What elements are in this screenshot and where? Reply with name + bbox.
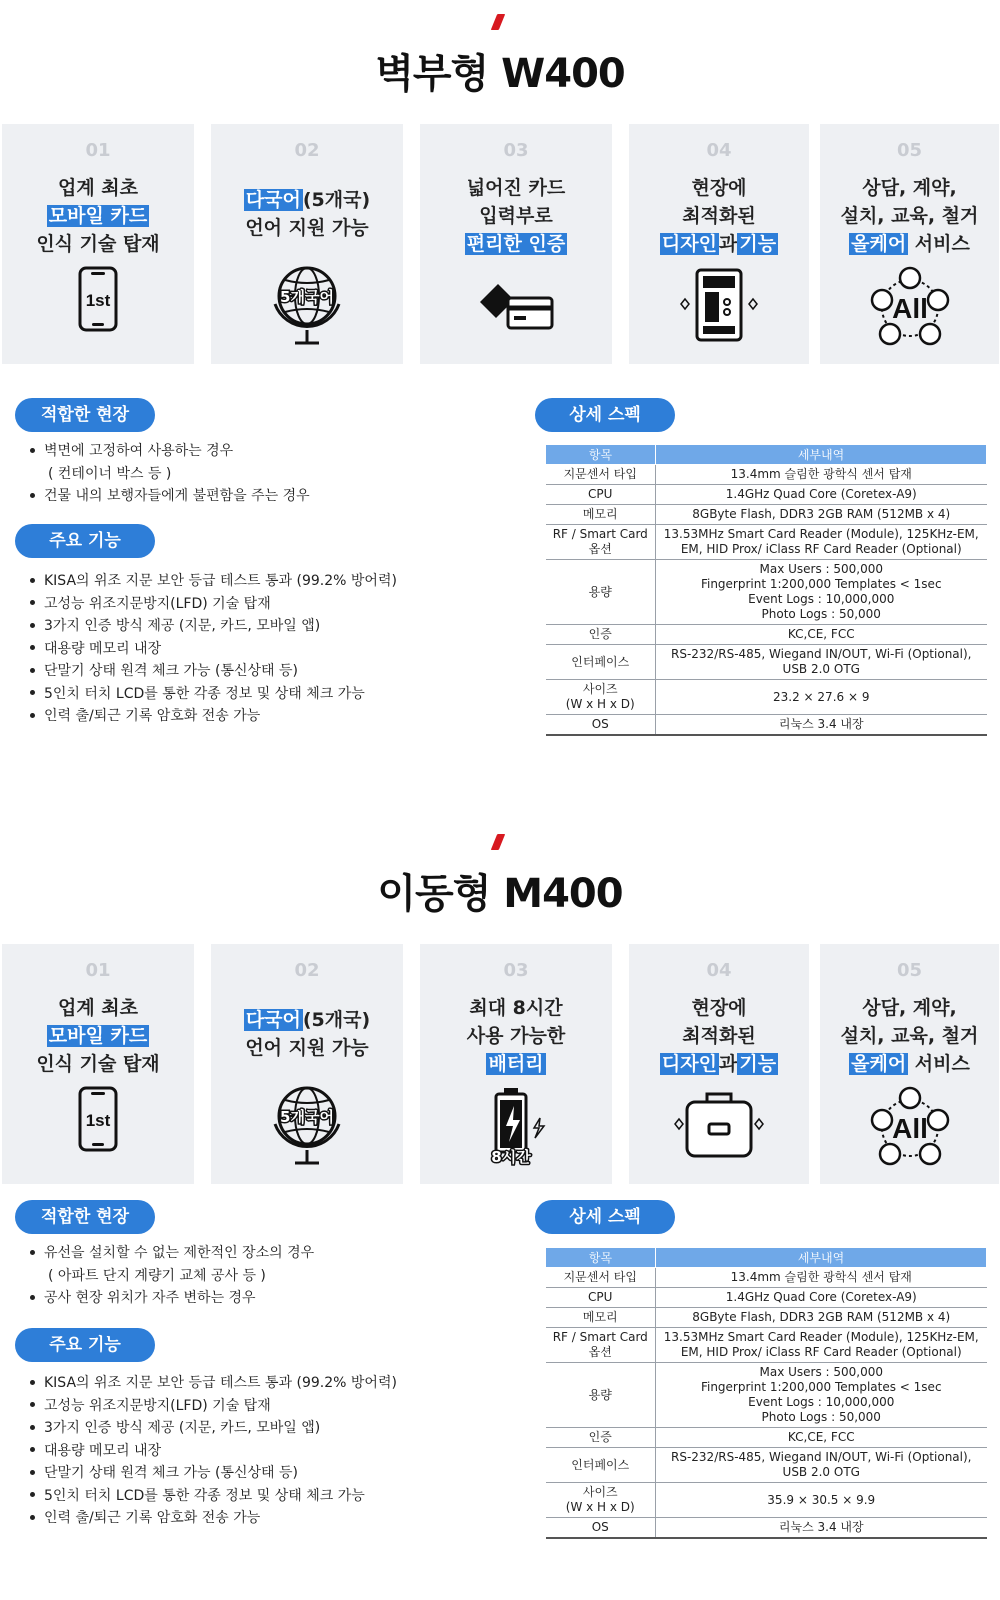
- spec-value: 13.4mm 슬림한 광학식 센서 탑재: [656, 465, 987, 485]
- spec-table: [545, 444, 987, 736]
- card-line: [629, 994, 809, 1022]
- icon-text: 5개국어: [280, 1108, 334, 1126]
- list-item-text: 5인치 터치 LCD를 통한 각종 정보 및 상태 체크 가능: [44, 1487, 365, 1504]
- icon-text: All: [891, 1113, 928, 1144]
- table-row: [546, 1288, 987, 1308]
- globe-icon: [257, 264, 357, 348]
- list-item: [30, 593, 397, 616]
- spec-value: 1.4GHz Quad Core (Coretex-A9): [656, 1288, 987, 1308]
- spec-value: KC,CE, FCC: [656, 1428, 987, 1448]
- product-title: 벽부형 W400: [375, 51, 625, 97]
- card-line: [820, 1050, 999, 1078]
- bullet-icon: [30, 1250, 35, 1255]
- card-line-text: 인식 기술 탑재: [36, 233, 160, 255]
- card-line: [211, 1006, 403, 1034]
- bullet-icon: [30, 1425, 35, 1430]
- list-item-text: 공사 현장 위치가 자주 변하는 경우: [44, 1290, 256, 1306]
- card-line: [211, 186, 403, 214]
- phone-1st-icon: [48, 1084, 148, 1168]
- card-tap-icon: [466, 264, 566, 348]
- spec-value: 23.2 × 27.6 × 9: [656, 680, 987, 715]
- card-line: [820, 1022, 999, 1050]
- card-line: [420, 174, 612, 202]
- list-item-text: KISA의 위조 지문 보안 등급 테스트 통과 (99.2% 방어력): [44, 573, 397, 589]
- bullet-icon: [30, 1380, 35, 1385]
- list-item-text: 고성능 위조지문방지(LFD) 기술 탑재: [44, 1397, 271, 1414]
- bullet-icon: [30, 448, 35, 453]
- list-item-text: KISA의 위조 지문 보안 등급 테스트 통과 (99.2% 방어력): [44, 1375, 397, 1391]
- card-number: 02: [294, 140, 320, 161]
- card-line-text: 설치, 교육, 철거: [840, 1025, 979, 1047]
- spec-value: 13.4mm 슬림한 광학식 센서 탑재: [656, 1268, 987, 1288]
- feature-card: [211, 944, 403, 1184]
- all-care-icon: [860, 1084, 960, 1168]
- card-line-text: 업계 최초: [57, 177, 139, 199]
- bullet-icon: [30, 1402, 35, 1407]
- feature-card: [820, 124, 999, 364]
- card-text: [820, 174, 999, 258]
- feature-card: [2, 944, 194, 1184]
- spec-value: 리눅스 3.4 내장: [656, 1518, 987, 1539]
- card-number: 04: [706, 960, 732, 981]
- list-item: [30, 485, 310, 508]
- spec-key: 인증: [546, 1428, 656, 1448]
- list-item: [30, 570, 397, 593]
- spec-value: RS-232/RS-485, Wiegand IN/OUT, Wi-Fi (Optional), USB 2.0 OTG: [656, 1448, 987, 1483]
- card-text: [211, 1006, 403, 1062]
- bullet-icon: [30, 713, 35, 718]
- card-line-text: 언어 지원 가능: [245, 1037, 369, 1059]
- card-number: 03: [503, 140, 529, 161]
- spec-value: 8GByte Flash, DDR3 2GB RAM (512MB x 4): [656, 505, 987, 525]
- table-row: [546, 485, 987, 505]
- product-title: 이동형 M400: [377, 871, 623, 917]
- list-item: [30, 1440, 397, 1463]
- card-line: [629, 174, 809, 202]
- card-line: [2, 202, 194, 230]
- table-row: [546, 1363, 987, 1428]
- card-line-text: 현장에: [691, 177, 747, 199]
- spec-key: 사이즈 (W x H x D): [546, 1483, 656, 1518]
- list-item-text: 3가지 인증 방식 제공 (지문, 카드, 모바일 앱): [44, 618, 321, 634]
- spec-value: KC,CE, FCC: [656, 625, 987, 645]
- card-line-text: 최적화된: [682, 205, 756, 227]
- bullet-icon: [30, 1470, 35, 1475]
- battery-icon: [466, 1084, 566, 1168]
- card-line: [629, 230, 809, 258]
- card-line: [420, 1022, 612, 1050]
- list-item-text: 인력 출/퇴근 기록 암호화 전송 가능: [44, 1510, 261, 1526]
- highlight-text: 모바일 카드: [48, 1025, 148, 1047]
- main-features-list: [30, 1372, 397, 1530]
- feature-cards: [0, 944, 1000, 1184]
- card-text: [629, 994, 809, 1078]
- accent-slash: [491, 14, 505, 30]
- list-item: [30, 615, 397, 638]
- spec-key: RF / Smart Card 옵션: [546, 1328, 656, 1363]
- spec-value: 13.53MHz Smart Card Reader (Module), 125KHz-EM, EM, HID Prox/ iClass RF Card Reader (Optional): [656, 1328, 987, 1363]
- card-line-text: 서비스: [908, 233, 970, 255]
- card-line: [820, 230, 999, 258]
- highlight-text: 기능: [739, 1053, 777, 1075]
- table-row: [546, 1428, 987, 1448]
- spec-label: 상세 스펙: [535, 398, 675, 432]
- table-row: [546, 1518, 987, 1539]
- list-item-text: ( 컨테이너 박스 등 ): [48, 465, 172, 482]
- list-item-text: 단말기 상태 원격 체크 가능 (통신상태 등): [44, 663, 299, 679]
- product-section: [0, 820, 1000, 1600]
- spec-value: 13.53MHz Smart Card Reader (Module), 125KHz-EM, EM, HID Prox/ iClass RF Card Reader (Optional): [656, 525, 987, 560]
- list-item: [30, 1395, 397, 1418]
- card-text: [820, 994, 999, 1078]
- bullet-icon: [30, 600, 35, 605]
- list-item-text: ( 아파트 단지 계량기 교체 공사 등 ): [48, 1267, 266, 1284]
- table-row: [546, 465, 987, 485]
- card-line-text: 과: [718, 233, 738, 255]
- bullet-icon: [30, 578, 35, 583]
- list-item: [30, 1265, 314, 1288]
- bullet-icon: [30, 1447, 35, 1452]
- card-line: [420, 202, 612, 230]
- icon-text: 1st: [85, 291, 111, 310]
- card-number: 04: [706, 140, 732, 161]
- card-line-text: 언어 지원 가능: [245, 217, 369, 239]
- card-line: [629, 202, 809, 230]
- card-line-text: 현장에: [691, 997, 747, 1019]
- card-line-text: 서비스: [908, 1053, 970, 1075]
- list-item-text: 고성능 위조지문방지(LFD) 기술 탑재: [44, 595, 271, 612]
- card-line-text: (5개국): [302, 1009, 371, 1031]
- spec-value: 8GByte Flash, DDR3 2GB RAM (512MB x 4): [656, 1308, 987, 1328]
- list-item-text: 건물 내의 보행자들에게 불편함을 주는 경우: [44, 488, 310, 504]
- icon-text: 1st: [85, 1111, 111, 1130]
- bullet-icon: [30, 1492, 35, 1497]
- spec-key: 사이즈 (W x H x D): [546, 680, 656, 715]
- suitable-sites-label: 적합한 현장: [15, 1200, 155, 1234]
- spec-value: 35.9 × 30.5 × 9.9: [656, 1483, 987, 1518]
- feature-card: [629, 944, 809, 1184]
- card-line: [2, 994, 194, 1022]
- spec-key: 용량: [546, 1363, 656, 1428]
- list-item: [30, 1462, 397, 1485]
- bullet-icon: [30, 493, 35, 498]
- spec-key: 용량: [546, 560, 656, 625]
- table-row: [546, 1448, 987, 1483]
- highlight-text: 다국어: [245, 189, 301, 211]
- card-number: 05: [896, 140, 923, 161]
- list-item: [30, 1417, 397, 1440]
- feature-cards: [0, 124, 1000, 364]
- bullet-icon: [30, 645, 35, 650]
- suitable-sites-label: 적합한 현장: [15, 398, 155, 432]
- card-line: [211, 214, 403, 242]
- table-row: [546, 1268, 987, 1288]
- card-text: [211, 186, 403, 242]
- card-line: [629, 1050, 809, 1078]
- spec-key: 인터페이스: [546, 645, 656, 680]
- highlight-text: 디자인: [661, 233, 717, 255]
- highlight-text: 올케어: [851, 233, 907, 255]
- spec-header-detail: 세부내역: [656, 1248, 987, 1268]
- card-line-text: 사용 가능한: [466, 1025, 566, 1047]
- card-line-text: 업계 최초: [57, 997, 139, 1019]
- spec-key: 지문센서 타입: [546, 465, 656, 485]
- card-line: [2, 1022, 194, 1050]
- list-item: [30, 1507, 397, 1530]
- spec-key: 메모리: [546, 1308, 656, 1328]
- bullet-icon: [30, 623, 35, 628]
- list-item: [30, 440, 310, 463]
- bullet-icon: [30, 1295, 35, 1300]
- card-text: [629, 174, 809, 258]
- highlight-text: 기능: [739, 233, 777, 255]
- card-line: [420, 994, 612, 1022]
- suitable-sites-list: [30, 440, 310, 508]
- card-line: [420, 1050, 612, 1078]
- highlight-text: 올케어: [851, 1053, 907, 1075]
- table-row: [546, 680, 987, 715]
- globe-icon: [257, 1084, 357, 1168]
- list-item-text: 유선을 설치할 수 없는 제한적인 장소의 경우: [44, 1245, 315, 1261]
- spec-key: OS: [546, 715, 656, 736]
- portable-case-icon: [669, 1084, 769, 1168]
- list-item-text: 5인치 터치 LCD를 통한 각종 정보 및 상태 체크 가능: [44, 685, 365, 702]
- highlight-text: 배터리: [488, 1053, 544, 1075]
- card-number: 01: [85, 140, 111, 161]
- spec-header-detail: 세부내역: [656, 445, 987, 465]
- bullet-icon: [30, 1515, 35, 1520]
- spec-value: Max Users : 500,000 Fingerprint 1:200,000 Templates < 1sec Event Logs : 10,000,000 Photo Logs : 50,000: [656, 560, 987, 625]
- list-item-text: 인력 출/퇴근 기록 암호화 전송 가능: [44, 708, 261, 724]
- spec-key: 지문센서 타입: [546, 1268, 656, 1288]
- spec-header-item: 항목: [546, 1248, 656, 1268]
- card-line-text: (5개국): [302, 189, 371, 211]
- spec-value: Max Users : 500,000 Fingerprint 1:200,000 Templates < 1sec Event Logs : 10,000,000 Photo Logs : 50,000: [656, 1363, 987, 1428]
- accent-slash: [491, 834, 505, 850]
- list-item-text: 대용량 메모리 내장: [44, 640, 162, 657]
- main-features-list: [30, 570, 397, 728]
- table-row: [546, 645, 987, 680]
- table-row: [546, 560, 987, 625]
- highlight-text: 디자인: [661, 1053, 717, 1075]
- list-item-text: 단말기 상태 원격 체크 가능 (통신상태 등): [44, 1465, 299, 1481]
- spec-value: 리눅스 3.4 내장: [656, 715, 987, 736]
- spec-key: 인터페이스: [546, 1448, 656, 1483]
- feature-card: [2, 124, 194, 364]
- list-item: [30, 660, 397, 683]
- bullet-icon: [30, 668, 35, 673]
- spec-table: [545, 1247, 987, 1539]
- main-features-label: 주요 기능: [15, 524, 155, 558]
- main-features-label: 주요 기능: [15, 1328, 155, 1362]
- icon-text: All: [891, 293, 928, 324]
- feature-card: [629, 124, 809, 364]
- feature-card: [820, 944, 999, 1184]
- spec-key: OS: [546, 1518, 656, 1539]
- phone-1st-icon: [48, 264, 148, 348]
- card-text: [2, 174, 194, 258]
- table-row: [546, 505, 987, 525]
- card-line: [820, 202, 999, 230]
- table-row: [546, 715, 987, 736]
- card-line: [820, 994, 999, 1022]
- spec-key: 메모리: [546, 505, 656, 525]
- spec-key: CPU: [546, 485, 656, 505]
- table-row: [546, 1483, 987, 1518]
- card-line-text: 넓어진 카드: [466, 177, 566, 199]
- all-care-icon: [860, 264, 960, 348]
- icon-text: 8시간: [491, 1148, 531, 1166]
- card-number: 03: [503, 960, 529, 981]
- spec-label: 상세 스펙: [535, 1200, 675, 1234]
- card-line-text: 설치, 교육, 철거: [840, 205, 979, 227]
- spec-value: RS-232/RS-485, Wiegand IN/OUT, Wi-Fi (Optional), USB 2.0 OTG: [656, 645, 987, 680]
- list-item: [30, 638, 397, 661]
- card-number: 05: [896, 960, 923, 981]
- list-item: [30, 1485, 397, 1508]
- card-line-text: 최적화된: [682, 1025, 756, 1047]
- list-item: [30, 683, 397, 706]
- wall-terminal-icon: [669, 264, 769, 348]
- card-line-text: 상담, 계약,: [862, 177, 957, 199]
- highlight-text: 편리한 인증: [466, 233, 566, 255]
- spec-value: 1.4GHz Quad Core (Coretex-A9): [656, 485, 987, 505]
- card-line: [2, 174, 194, 202]
- list-item: [30, 705, 397, 728]
- spec-key: CPU: [546, 1288, 656, 1308]
- list-item-text: 벽면에 고정하여 사용하는 경우: [44, 443, 234, 459]
- card-line: [2, 230, 194, 258]
- list-item: [30, 463, 310, 486]
- bullet-icon: [30, 690, 35, 695]
- card-line-text: 최대 8시간: [469, 997, 563, 1019]
- icon-text: 5개국어: [280, 288, 334, 306]
- card-line: [2, 1050, 194, 1078]
- highlight-text: 다국어: [245, 1009, 301, 1031]
- card-text: [420, 174, 612, 258]
- spec-key: RF / Smart Card 옵션: [546, 525, 656, 560]
- card-number: 01: [85, 960, 111, 981]
- feature-card: [420, 124, 612, 364]
- card-text: [420, 994, 612, 1078]
- card-line-text: 과: [718, 1053, 738, 1075]
- highlight-text: 모바일 카드: [48, 205, 148, 227]
- table-row: [546, 625, 987, 645]
- list-item: [30, 1242, 314, 1265]
- card-line: [629, 1022, 809, 1050]
- card-line: [420, 230, 612, 258]
- card-text: [2, 994, 194, 1078]
- card-line-text: 상담, 계약,: [862, 997, 957, 1019]
- card-line: [820, 174, 999, 202]
- card-line-text: 인식 기술 탑재: [36, 1053, 160, 1075]
- list-item: [30, 1372, 397, 1395]
- table-row: [546, 1308, 987, 1328]
- table-row: [546, 1328, 987, 1363]
- feature-card: [420, 944, 612, 1184]
- list-item-text: 대용량 메모리 내장: [44, 1442, 162, 1459]
- suitable-sites-list: [30, 1242, 314, 1310]
- table-row: [546, 525, 987, 560]
- spec-header-item: 항목: [546, 445, 656, 465]
- card-line: [211, 1034, 403, 1062]
- card-number: 02: [294, 960, 320, 981]
- list-item-text: 3가지 인증 방식 제공 (지문, 카드, 모바일 앱): [44, 1420, 321, 1436]
- list-item: [30, 1287, 314, 1310]
- spec-key: 인증: [546, 625, 656, 645]
- card-line-text: 입력부로: [479, 205, 553, 227]
- feature-card: [211, 124, 403, 364]
